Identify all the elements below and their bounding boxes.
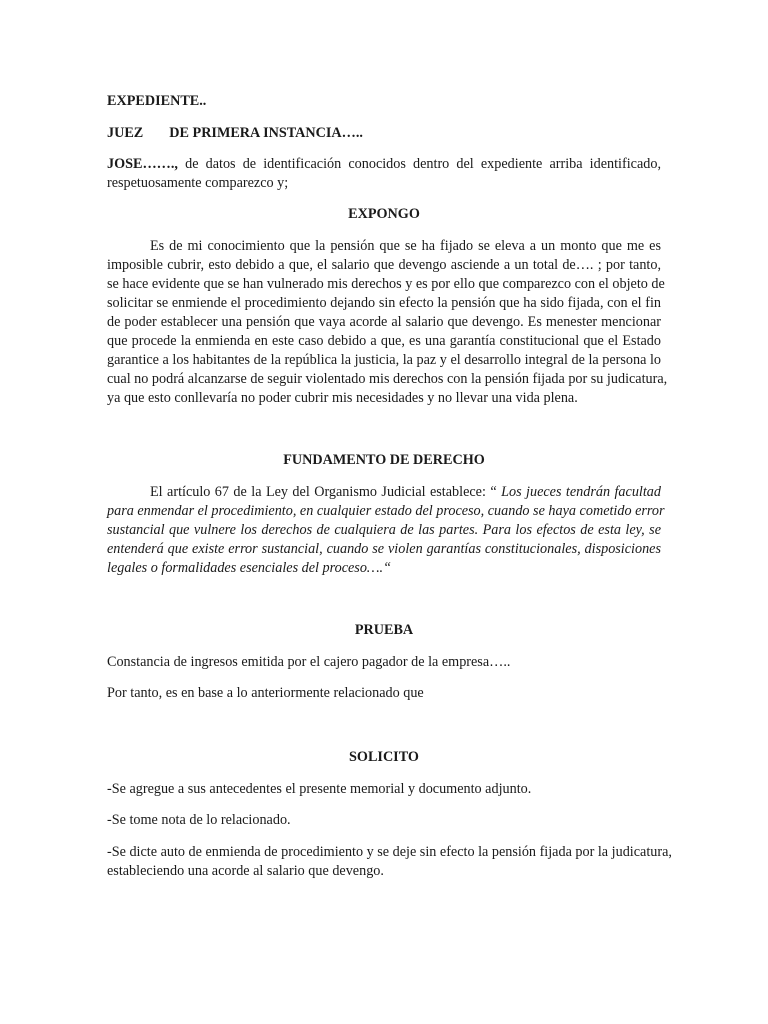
solicito-item-continuation: estableciendo una acorde al salario que devengo. xyxy=(107,863,384,879)
expongo-line: ya que esto conllevaría no poder cubrir mis necesidades y no llevar una vida plena. xyxy=(107,390,578,406)
solicito-item: -Se dicte auto de enmienda de procedimiento y se deje sin efecto la pensión fijada por la judicatura, xyxy=(107,844,672,860)
compareciente-text: de datos de identificación conocidos dentro del expediente arriba identificado, xyxy=(185,156,661,172)
expongo-line: solicitar se enmiende el procedimiento dejando sin efecto la pensión que ha sido fijada, con el fin xyxy=(107,295,661,311)
expediente-label: EXPEDIENTE.. xyxy=(107,93,207,109)
fundamento-quote-line: sustancial que vulnere los derechos de cualquiera de las partes. Para los efectos de esta ley, se xyxy=(107,522,661,538)
fundamento-quote-line: legales o formalidades esenciales del proceso….“ xyxy=(107,560,391,576)
expongo-line: garantice a los habitantes de la república la justicia, la paz y el desarrollo integral de la persona lo xyxy=(107,352,661,368)
prueba-conclusion: Por tanto, es en base a lo anteriormente relacionado que xyxy=(107,685,424,701)
fundamento-intro: El artículo 67 de la Ley del Organismo Judicial establece: “ xyxy=(150,484,497,500)
fundamento-quote-start: Los jueces tendrán facultad xyxy=(501,484,661,500)
prueba-item: Constancia de ingresos emitida por el cajero pagador de la empresa….. xyxy=(107,654,511,670)
fundamento-line-1 xyxy=(107,483,661,501)
prueba-heading: PRUEBA xyxy=(354,622,414,638)
expongo-line: de poder establecer una pensión que vaya acorde al salario que devengo. Es menester mencionar xyxy=(107,314,661,330)
fundamento-quote-line: para enmendar el procedimiento, en cualquier estado del proceso, cuando se haya cometido error xyxy=(107,503,665,519)
solicito-item: -Se agregue a sus antecedentes el presente memorial y documento adjunto. xyxy=(107,781,532,797)
expongo-heading: EXPONGO xyxy=(348,206,420,222)
solicito-item: -Se tome nota de lo relacionado. xyxy=(107,812,291,828)
juez-label: JUEZ xyxy=(107,125,144,141)
expongo-line: imposible cubrir, esto debido a que, el salario que devengo asciende a un total de…. ; por tanto, xyxy=(107,257,661,273)
compareciente-line-1 xyxy=(107,155,661,173)
juez-line xyxy=(107,124,661,142)
expongo-line: que procede la enmienda en este caso debido a que, es una garantía constitucional que el Estado xyxy=(107,333,661,349)
expongo-line: cual no podrá alcanzarse de seguir violentado mis derechos con la pensión fijada por su judicatura, xyxy=(107,371,668,387)
solicito-heading: SOLICITO xyxy=(349,749,419,765)
juez-value: DE PRIMERA INSTANCIA….. xyxy=(169,125,363,141)
fundamento-heading: FUNDAMENTO DE DERECHO xyxy=(283,452,485,468)
fundamento-quote-line: entenderá que existe error sustancial, cuando se violen garantías constitucionales, disposiciones xyxy=(107,541,661,557)
compareciente-line-2: respetuosamente comparezco y; xyxy=(107,175,289,191)
expongo-line: se hace evidente que se han vulnerado mis derechos y es por ello que comparezco con el objeto de xyxy=(107,276,665,292)
compareciente-name: JOSE……., xyxy=(107,156,178,172)
expongo-line: Es de mi conocimiento que la pensión que se ha fijado se eleva a un monto que me es xyxy=(150,238,661,254)
